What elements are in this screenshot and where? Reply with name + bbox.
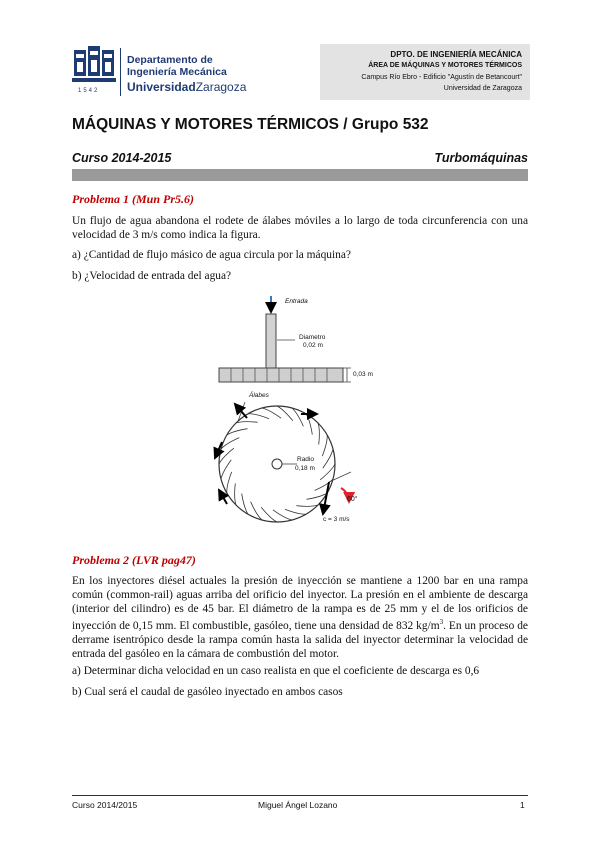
- problem1-item-b: b) ¿Velocidad de entrada del agua?: [72, 270, 232, 282]
- section-bar: [72, 169, 528, 181]
- topic-label: Turbomáquinas: [434, 151, 528, 165]
- logo-dept-line1: Departamento de: [127, 54, 213, 66]
- rotor-side-view: [219, 368, 343, 382]
- logo-year: 1542: [78, 88, 100, 94]
- problem2-text: [72, 575, 528, 662]
- logo-university: [127, 80, 246, 94]
- problem1-title: Problema 1 (Mun Pr5.6): [72, 192, 195, 206]
- dept-box-line3: Campus Río Ebro - Edificio "Agustín de Betancourt": [361, 74, 522, 81]
- flow-arrow-icon: [235, 404, 247, 418]
- label-radio: Radio: [297, 456, 314, 463]
- course-row: [72, 151, 528, 165]
- label-thickness: 0,03 m: [353, 371, 373, 378]
- logo-divider: [120, 48, 121, 96]
- label-alabes: Álabes: [249, 392, 269, 399]
- problem2-text-before: En los inyectores diésel actuales la presión de inyección se mantiene a 1200 bar en una rampa común (common-rail) aguas arriba del orificio del inyector. La presión en el ambiente de descarga (interior del cilindro) es de 45 bar. El diámetro de la rampa es de 25 mm y el de los orificios de inyección de 0,15 mm. El combustible, gasóleo, tiene una densidad de 832 kg/m: [72, 575, 528, 633]
- footer-author: Miguel Ángel Lozano: [258, 800, 338, 810]
- footer-rule: [72, 795, 528, 796]
- problem1-item-a: a) ¿Cantidad de flujo másico de agua circula por la máquina?: [72, 249, 351, 261]
- problem2-title: Problema 2 (LVR pag47): [72, 553, 196, 567]
- footer-course: Curso 2014/2015: [72, 800, 138, 810]
- logo-dept-line2: Ingeniería Mecánica: [127, 66, 227, 78]
- label-radio-value: 0,18 m: [295, 465, 315, 472]
- problem1-text: Un flujo de agua abandona el rodete de álabes móviles a lo largo de toda circunferencia con una velocidad de 3 m/s como indica la figura.: [72, 215, 528, 241]
- footer-page-number: 1: [520, 800, 525, 810]
- logo-university-bold: Universidad: [127, 80, 196, 94]
- label-angle: 60°: [347, 496, 358, 503]
- problem2-text-sup: 3: [439, 618, 444, 627]
- university-logo: [72, 44, 317, 100]
- dept-box-line2: ÁREA DE MÁQUINAS Y MOTORES TÉRMICOS: [368, 62, 522, 69]
- dept-box-line4: Universidad de Zaragoza: [443, 85, 522, 92]
- coat-of-arms-icon: [72, 46, 116, 86]
- inlet-pipe: [266, 314, 276, 368]
- department-box: [320, 44, 530, 100]
- turbine-figure: [205, 292, 405, 528]
- label-diametro-value: 0,02 m: [303, 342, 323, 349]
- rotor-hub: [272, 459, 282, 469]
- label-diametro: Diametro: [299, 334, 326, 341]
- problem2-item-b: b) Cual será el caudal de gasóleo inyectado en ambos casos: [72, 686, 343, 698]
- label-velocity: c = 3 m/s: [323, 516, 350, 523]
- page-title: MÁQUINAS Y MOTORES TÉRMICOS / Grupo 532: [72, 116, 429, 133]
- logo-university-light: Zaragoza: [195, 80, 247, 94]
- problem2-text-after: . En un proceso de derrame isentrópico desde la rampa común hasta la salida del inyector determinar la velocidad de entrada del gasóleo en la cámara de combustión del motor.: [72, 620, 528, 660]
- problem2-item-a: a) Determinar dicha velocidad en un caso realista en que el coeficiente de descarga es 0,6: [72, 665, 480, 677]
- course-label: Curso 2014-2015: [72, 151, 172, 165]
- label-entrada: Entrada: [285, 298, 308, 305]
- dept-box-line1: DPTO. DE INGENIERÍA MECÁNICA: [390, 50, 522, 59]
